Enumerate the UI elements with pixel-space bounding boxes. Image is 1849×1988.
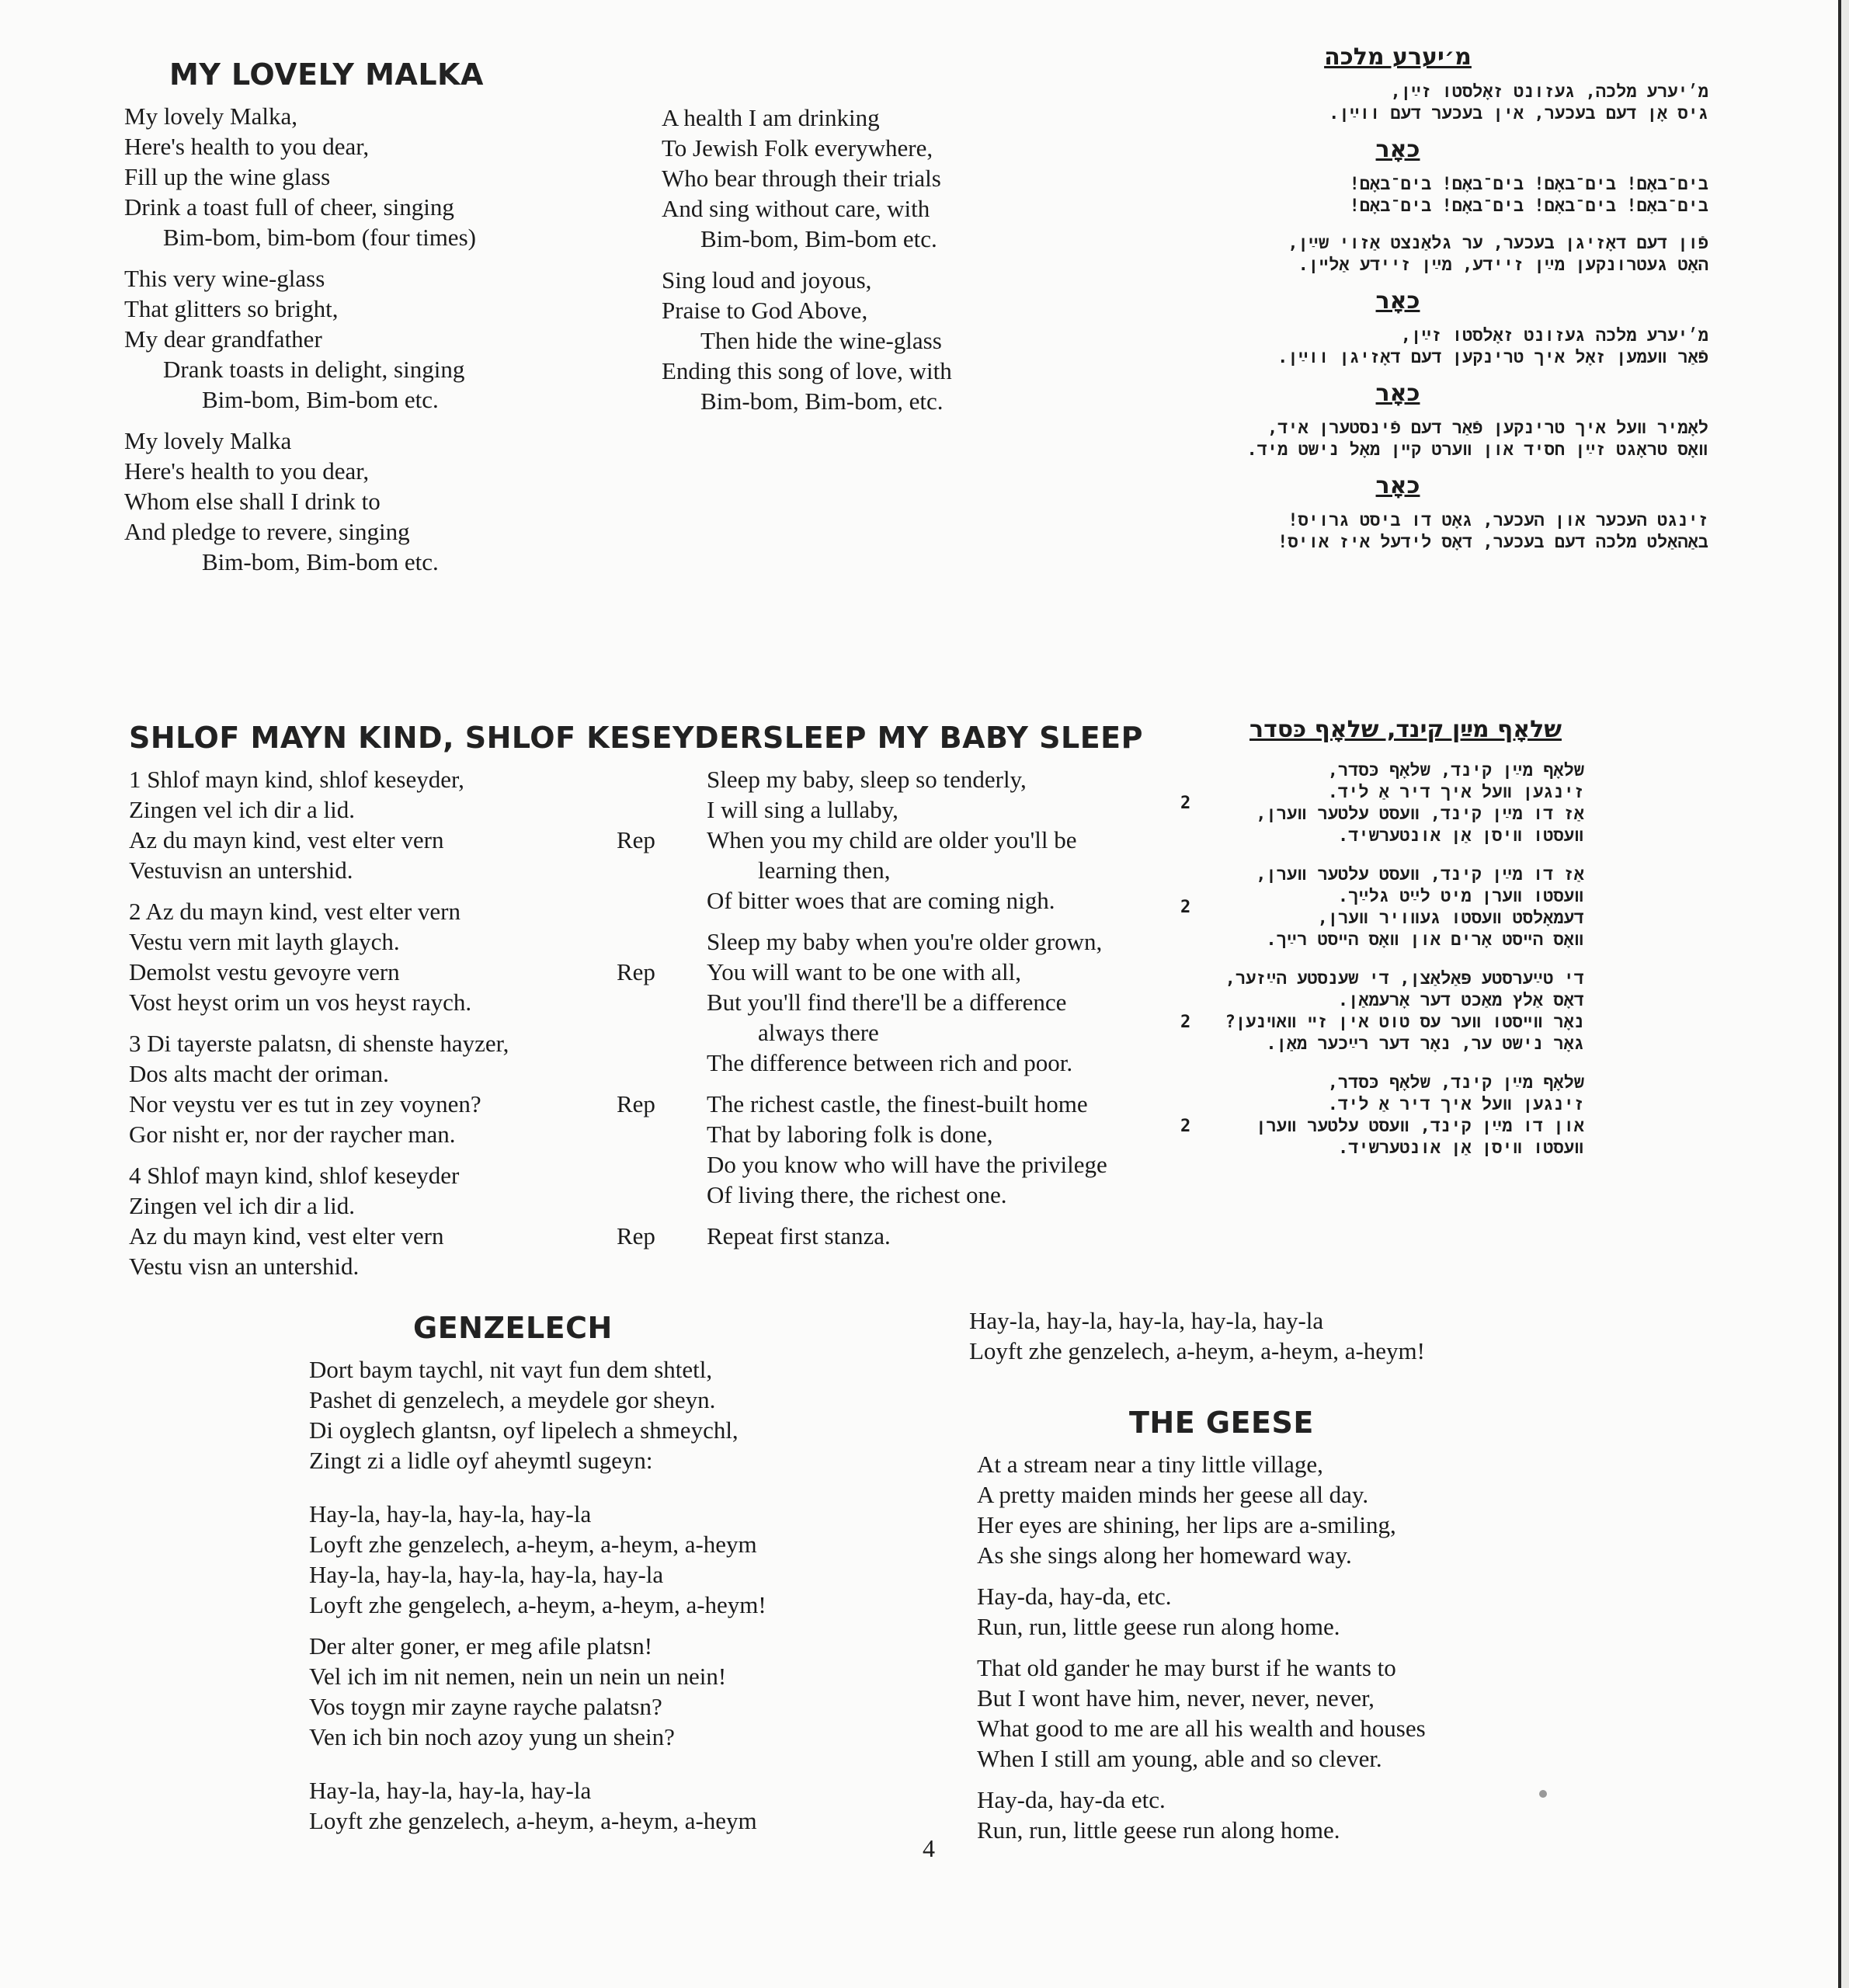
genzelech-stanza-3 <box>309 1631 766 1752</box>
yiddish-stanza <box>1087 418 1708 461</box>
repeat-mark: 2 <box>1180 794 1191 813</box>
verse-line: Bim-bom, Bim-bom, etc. <box>700 388 944 415</box>
verse-line: Bim-bom, bim-bom (four times) <box>163 224 476 251</box>
genzelech-stanza-4 <box>309 1775 766 1836</box>
verse-line: Hay-da, hay-da, etc. <box>977 1583 1172 1610</box>
genzelech-stanza-1 <box>309 1354 766 1475</box>
verse-line: Dort baym taychl, nit vayt fun dem shtetl, <box>309 1356 713 1383</box>
verse-text: Az du mayn kind, vest elter vern <box>129 826 444 853</box>
verse-line: Who bear through their trials <box>662 165 941 192</box>
verse-line: What good to me are all his wealth and houses <box>977 1715 1426 1742</box>
verse-line: Pashet di genzelech, a meydele gor sheyn. <box>309 1386 716 1413</box>
repeat-mark: 2 <box>1180 1013 1191 1032</box>
repeat-mark: 2 <box>1180 898 1191 917</box>
geese-stanza-4 <box>977 1785 1426 1845</box>
verse-line: 4 Shlof mayn kind, shlof keseyder <box>129 1162 460 1189</box>
repeat-label: Rep <box>617 1222 655 1249</box>
verse-line: My lovely Malka, <box>124 103 297 130</box>
yiddish-line: בים־באָם! בים־באָם! בים־באָם! בים־באָם! <box>1349 175 1708 194</box>
yiddish-line: װאָס הײסט אָרים און װאָס הײסט רײַך. <box>1266 930 1584 950</box>
yiddish-stanza <box>1180 760 1584 847</box>
shlof-stanza-2 <box>129 896 763 1017</box>
verse-line: Run, run, little geese run along home. <box>977 1613 1340 1640</box>
verse-line: Of bitter woes that are coming nigh. <box>707 887 1055 914</box>
verse-line: Ven ich bin noch azoy yung un shein? <box>309 1723 675 1750</box>
verse-line: 1 Shlof mayn kind, shlof keseyder, <box>129 766 464 793</box>
verse-line: Here's health to you dear, <box>124 457 370 485</box>
verse-line: To Jewish Folk everywhere, <box>662 134 933 162</box>
verse-line: 3 Di tayerste palatsn, di shenste hayzer, <box>129 1030 509 1057</box>
verse-line: This very wine-glass <box>124 265 325 292</box>
yiddish-shlof <box>1180 716 1584 1176</box>
yiddish-line: װאָס טראָגט זײַן חסיד און װערט קײן מאָל נישט מיד. <box>1246 440 1708 460</box>
sleep-stanza-4 <box>707 1221 1143 1251</box>
verse-line: Of living there, the richest one. <box>707 1181 1007 1208</box>
yiddish-line: פֿון דעם דאָזיגן בעכער, ער גלאַנצט אַזוי שײַן, <box>1288 234 1708 253</box>
verse-line <box>129 1089 763 1119</box>
verse-line: But I wont have him, never, never, never, <box>977 1684 1375 1712</box>
verse-text: Az du mayn kind, vest elter vern <box>129 1222 444 1249</box>
malka-column-1 <box>124 57 484 588</box>
verse-line: Loyft zhe genzelech, a-heym, a-heym, a-heym <box>309 1531 757 1558</box>
verse-line: As she sings along her homeward way. <box>977 1541 1352 1569</box>
verse-line: Bim-bom, Bim-bom etc. <box>700 225 937 252</box>
yiddish-stanza <box>1180 1072 1584 1159</box>
verse-line: And pledge to revere, singing <box>124 518 410 545</box>
shlof-stanza-1 <box>129 764 763 885</box>
verse-line: Vost heyst orim un vos heyst raych. <box>129 989 472 1016</box>
verse-line: My lovely Malka <box>124 427 292 454</box>
yiddish-line: זינגען װעל איך דיר אַ ליד. <box>1327 1095 1584 1114</box>
chorus-label: כאָר <box>1375 136 1420 163</box>
yiddish-line: װעסטו װיסן אַן אונטערשיד. <box>1337 1138 1584 1158</box>
verse-line: Hay-la, hay-la, hay-la, hay-la <box>309 1500 592 1527</box>
verse-line <box>129 825 763 855</box>
verse-line: Zingen vel ich dir a lid. <box>129 1192 355 1219</box>
malka-stanza-1 <box>124 101 484 252</box>
verse-line: A health I am drinking <box>662 104 880 131</box>
sleep-stanza-3 <box>707 1089 1143 1210</box>
genzelech-continued <box>969 1305 1425 1366</box>
yiddish-line: פֿאַר װעמען זאָל איך טרינקען דעם דאָזיגן ווײַן. <box>1277 348 1708 367</box>
verse-line: 2 Az du mayn kind, vest elter vern <box>129 898 461 925</box>
verse-line: That glitters so bright, <box>124 295 339 322</box>
yiddish-line: האָט געטרונקען מײַן זיידע, מײַן זיידע אַלײן. <box>1298 255 1708 275</box>
yiddish-line: װעסטו װיסן אַן אונטערשיד. <box>1337 826 1584 846</box>
yiddish-line: באַהאַלט מלכה דעם בעכער, דאָס לידעל איז אויס! <box>1277 533 1708 552</box>
genzelech-title: GENZELECH <box>413 1311 613 1345</box>
verse-line <box>129 1221 763 1251</box>
yiddish-line: אַז דו מײַן קינד, װעסט עלטער װערן, <box>1256 805 1584 824</box>
chorus-label: כאָר <box>1375 287 1420 315</box>
ink-speck <box>1539 1790 1547 1798</box>
sleep-title: SLEEP MY BABY SLEEP <box>763 721 1143 755</box>
verse-line: I will sing a lullaby, <box>707 796 898 823</box>
yiddish-line: זינגט העכער און העכער, גאָט דו ביסט גרויס! <box>1288 511 1708 530</box>
yiddish-line: און דו מײַן קינד, װעסט עלטער װערן <box>1256 1117 1584 1136</box>
verse-line: Hay-la, hay-la, hay-la, hay-la, hay-la <box>969 1307 1324 1334</box>
verse-line: Do you know who will have the privilege <box>707 1151 1107 1178</box>
verse-line: Sleep my baby when you're older grown, <box>707 928 1103 955</box>
yiddish-line: גיס אָן דעם בעכער, אין בעכער דעם ווײַן. <box>1329 104 1708 123</box>
malka-stanza-3 <box>124 426 484 577</box>
verse-line: Sleep my baby, sleep so tenderly, <box>707 766 1027 793</box>
yiddish-stanza <box>1087 233 1708 276</box>
verse-line: The difference between rich and poor. <box>707 1049 1073 1076</box>
yiddish-line: װעסטו װערן מיט לײַט גלײַך. <box>1337 887 1584 906</box>
verse-line: Zingt zi a lidle oyf aheymtl sugeyn: <box>309 1447 653 1474</box>
yiddish-line: בים־באָם! בים־באָם! בים־באָם! בים־באָם! <box>1349 196 1708 216</box>
yiddish-stanza <box>1087 510 1708 554</box>
yiddish-shlof-title: שלאָף מײַן קינד, שלאָף כּסדר <box>1249 716 1562 743</box>
verse-line: Vel ich im nit nemen, nein un nein un nein! <box>309 1663 727 1690</box>
yiddish-line: לאָמיר װעל איך טרינקען פֿאַר דעם פֿינסטערן איד, <box>1267 419 1708 438</box>
verse-text: Demolst vestu gevoyre vern <box>129 958 400 985</box>
verse-line: Dos alts macht der oriman. <box>129 1060 389 1087</box>
verse-line: Ending this song of love, with <box>662 357 952 384</box>
verse-line: A pretty maiden minds her geese all day. <box>977 1481 1369 1508</box>
verse-line: At a stream near a tiny little village, <box>977 1451 1323 1478</box>
geese-stanza-1 <box>977 1449 1426 1570</box>
malka-stanza-5 <box>662 265 952 416</box>
verse-line: The richest castle, the finest-built home <box>707 1090 1088 1117</box>
verse-line: But you'll find there'll be a difference <box>707 989 1067 1016</box>
shlof-title: SHLOF MAYN KIND, SHLOF KESEYDER <box>129 721 763 755</box>
verse-line <box>129 957 763 987</box>
verse-line: Bim-bom, Bim-bom etc. <box>202 386 439 413</box>
verse-line: Her eyes are shining, her lips are a-smiling, <box>977 1511 1396 1538</box>
page-number: 4 <box>923 1834 935 1862</box>
yiddish-line: אַז דו מײַן קינד, װעסט עלטער װערן, <box>1256 865 1584 885</box>
yiddish-line: דאָס אַלץ מאַכט דער אָרעמאַן. <box>1337 991 1584 1010</box>
geese-stanza-3 <box>977 1653 1426 1774</box>
yiddish-stanza <box>1087 174 1708 217</box>
verse-line: Then hide the wine-glass <box>700 327 942 354</box>
verse-line: Sing loud and joyous, <box>662 266 872 294</box>
malka-title: MY LOVELY MALKA <box>169 57 484 92</box>
verse-line: Vestuvisn an untershid. <box>129 857 353 884</box>
verse-line: Loyft zhe gengelech, a-heym, a-heym, a-heym! <box>309 1591 766 1618</box>
verse-line: Bim-bom, Bim-bom etc. <box>202 548 439 575</box>
yiddish-line: שלאָף מײַן קינד, שלאָף כּסדר, <box>1327 761 1584 780</box>
verse-line: Vestu visn an untershid. <box>129 1253 360 1280</box>
verse-line: Drink a toast full of cheer, singing <box>124 193 454 221</box>
repeat-mark: 2 <box>1180 1117 1191 1136</box>
yiddish-stanza <box>1180 968 1584 1055</box>
yiddish-line: שלאָף מײַן קינד, שלאָף כּסדר, <box>1327 1073 1584 1093</box>
verse-line: Praise to God Above, <box>662 297 868 324</box>
verse-line: learning then, <box>758 857 891 884</box>
verse-line: always there <box>758 1019 879 1046</box>
shlof-section <box>129 721 763 1292</box>
shlof-stanza-3 <box>129 1028 763 1149</box>
yiddish-line: די טײַערסטע פּאַלאַצן, די שענסטע הײַזער, <box>1225 969 1584 989</box>
verse-line: When you my child are older you'll be <box>707 826 1077 853</box>
verse-line: Loyft zhe genzelech, a-heym, a-heym, a-heym! <box>969 1337 1425 1364</box>
verse-line: Gor nisht er, nor der raycher man. <box>129 1121 456 1148</box>
yiddish-stanza <box>1087 82 1708 125</box>
verse-line: Fill up the wine glass <box>124 163 331 190</box>
genzelech-section <box>309 1311 766 1847</box>
sleep-stanza-2 <box>707 926 1143 1078</box>
repeat-label: Rep <box>617 1090 655 1117</box>
verse-line: Der alter goner, er meg afile platsn! <box>309 1632 653 1660</box>
verse-line: Hay-la, hay-la, hay-la, hay-la, hay-la <box>309 1561 664 1588</box>
yiddish-line: מ׳יערע מלכה, געזונט זאָלסטו זײַן, <box>1390 82 1708 102</box>
verse-line: Hay-la, hay-la, hay-la, hay-la <box>309 1777 592 1804</box>
shlof-stanza-4 <box>129 1160 763 1281</box>
yiddish-line: דעמאָלסט װעסטו געװויר װערן, <box>1317 909 1584 928</box>
malka-stanza-4 <box>662 103 952 254</box>
genzelech-stanza-2 <box>309 1499 766 1620</box>
yiddish-line: גאָר נישט ער, נאָר דער רײַכער מאַן. <box>1266 1034 1584 1054</box>
yiddish-malka-title: מ׳יערע מלכה <box>1324 43 1472 71</box>
geese-stanza-2 <box>977 1581 1426 1642</box>
verse-line: Repeat first stanza. <box>707 1222 891 1249</box>
verse-line: When I still am young, able and so clever. <box>977 1745 1382 1772</box>
repeat-label: Rep <box>617 826 655 853</box>
verse-line: Hay-da, hay-da etc. <box>977 1786 1166 1813</box>
geese-section <box>977 1406 1426 1856</box>
verse-line: Vos toygn mir zayne rayche palatsn? <box>309 1693 662 1720</box>
malka-column-2 <box>662 103 952 427</box>
verse-line: Run, run, little geese run along home. <box>977 1816 1340 1844</box>
verse-line: Here's health to you dear, <box>124 133 370 160</box>
verse-line: That old gander he may burst if he wants to <box>977 1654 1396 1681</box>
verse-line: You will want to be one with all, <box>707 958 1021 985</box>
yiddish-line: מ׳יערע מלכה געזונט זאָלסטו זײַן, <box>1400 326 1708 346</box>
verse-line: My dear grandfather <box>124 325 322 353</box>
yiddish-line: נאָר װײסטו װער עס טוט אין זײ װאױנען? <box>1225 1013 1584 1032</box>
verse-line: And sing without care, with <box>662 195 930 222</box>
chorus-label: כאָר <box>1375 472 1420 499</box>
repeat-label: Rep <box>617 958 655 985</box>
yiddish-malka <box>1087 43 1708 554</box>
yiddish-line: זינגען װעל איך דיר אַ ליד. <box>1327 783 1584 802</box>
verse-line: That by laboring folk is done, <box>707 1121 993 1148</box>
sleep-section <box>707 721 1143 1262</box>
verse-line: Zingen vel ich dir a lid. <box>129 796 355 823</box>
yiddish-stanza <box>1180 864 1584 951</box>
verse-line: Loyft zhe genzelech, a-heym, a-heym, a-heym <box>309 1807 757 1834</box>
yiddish-stanza <box>1087 325 1708 369</box>
geese-title: THE GEESE <box>1129 1406 1314 1440</box>
verse-line: Di oyglech glantsn, oyf lipelech a shmeychl, <box>309 1416 739 1444</box>
chorus-label: כאָר <box>1375 380 1420 407</box>
sleep-stanza-1 <box>707 764 1143 916</box>
verse-line: Whom else shall I drink to <box>124 488 381 515</box>
verse-line: Drank toasts in delight, singing <box>163 356 465 383</box>
verse-text: Nor veystu ver es tut in zey voynen? <box>129 1090 481 1117</box>
verse-line: Vestu vern mit layth glaych. <box>129 928 400 955</box>
malka-stanza-2 <box>124 263 484 415</box>
